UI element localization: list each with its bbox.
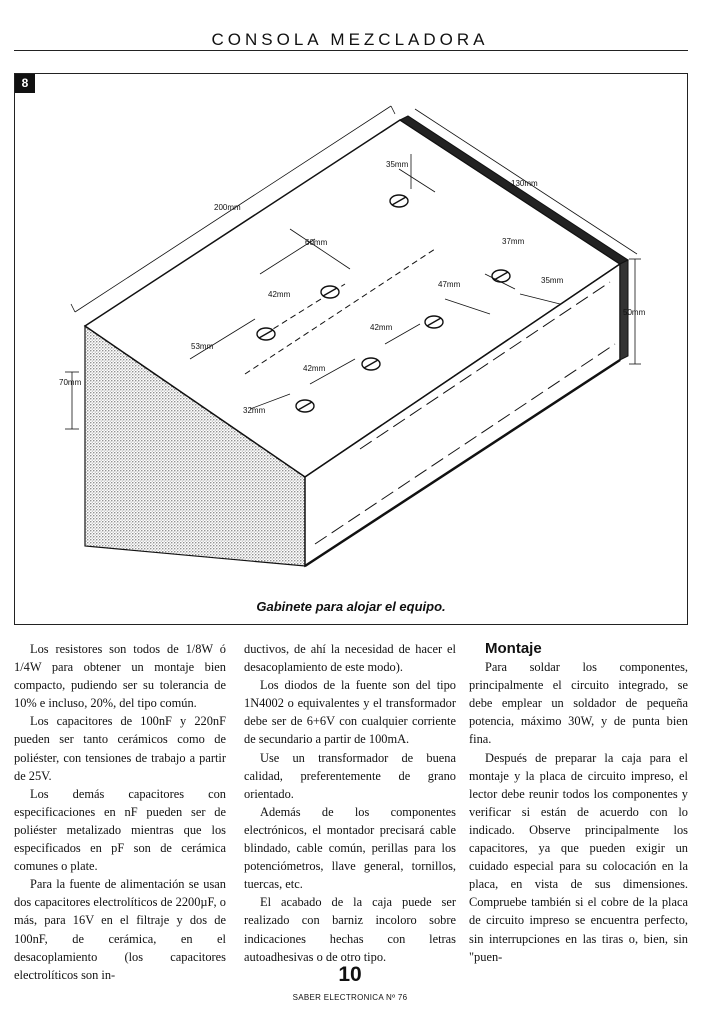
paragraph: Los demás capacitores con especificaciones en nF pueden ser de poliéster metalizado mientras que los especificados en pF son de cerámica comunes o plate. <box>14 786 226 874</box>
paragraph: Para la fuente de alimentación se usan dos capacitores electrolíticos de 2200µF, o más, para 16V en el filtraje y dos de 100nF, de cerámica, en el desacoplamiento (los capacitores electrolíticos son in- <box>14 877 226 982</box>
section-heading: Montaje <box>485 640 542 657</box>
dim-label-42b: 42mm <box>370 323 393 332</box>
text-column-3 <box>469 640 688 966</box>
dim-label-42a: 42mm <box>268 290 291 299</box>
dim-label-length: 200mm <box>214 203 241 212</box>
paragraph: Los capacitores de 100nF y 220nF pueden ser tanto cerámicos como de poliéster, con tensiones de trabajo a partir de 25V. <box>14 714 226 783</box>
paragraph: Los resistores son todos de 1/8W ó 1/4W para obtener un montaje bien compacto, pudiendo ser su tolerancia de 10% e incluso, 20%, del tipo común. <box>14 642 226 711</box>
figure-caption: Gabinete para alojar el equipo. <box>256 599 446 614</box>
publication-footer: SABER ELECTRONICA Nº 76 <box>292 993 408 1002</box>
paragraph: Use un transformador de buena calidad, preferentemente de grano orientado. <box>244 750 456 801</box>
cabinet-drawing <box>15 74 687 594</box>
text-column-1 <box>14 640 226 984</box>
dim-label-front-height: 70mm <box>59 378 82 387</box>
paragraph: ductivos, de ahí la necesidad de hacer el desacoplamiento de este modo). <box>244 642 456 675</box>
header-rule <box>14 50 688 51</box>
paragraph: Para soldar los componentes, principalmente el circuito integrado, se debe emplear un soldador de pequeña potencia, máximo 30W, y de punta bien fina. <box>469 660 688 747</box>
dim-label-back-height: 50mm <box>623 308 646 317</box>
dim-label-42c: 42mm <box>303 364 326 373</box>
paragraph: El acabado de la caja puede ser realizado con barniz incoloro sobre indicaciones hechas con letras autoadhesivas o de otro tipo. <box>244 895 456 964</box>
page-number: 10 <box>338 963 362 986</box>
paragraph: Los diodos de la fuente son del tipo 1N4002 o equivalentes y el transformador debe ser de 6+6V con cualquier corriente de secundario a partir de 100mA. <box>244 678 456 747</box>
dim-label-35-top: 35mm <box>386 160 409 169</box>
figure-number: 8 <box>15 74 35 93</box>
dim-label-47: 47mm <box>438 280 461 289</box>
dim-label-37: 37mm <box>502 237 525 246</box>
figure-panel <box>14 73 688 625</box>
text-column-2 <box>244 640 456 966</box>
paragraph: Después de preparar la caja para el montaje y la placa de circuito impreso, el lector debe reunir todos los componentes y verificar si están de acuerdo con lo indicado. Observe principalmente los capacitores, ya que pueden exigir un cuidado especial para su colocación en la placa, en vista de sus dimensiones. Compruebe también si el cobre de la placa de circuito impreso se encuentra perfecto, sin interrupciones en las tiras o, bien, sin "puen- <box>469 750 688 964</box>
dim-label-53: 53mm <box>191 342 214 351</box>
dim-label-60: 60mm <box>305 238 328 247</box>
paragraph: Además de los componentes electrónicos, el montador precisará cable blindado, cable común, perillas para los potenciómetros, llave general, tornillos, tuercas, etc. <box>244 804 456 892</box>
dim-label-depth: 130mm <box>511 179 538 188</box>
dim-label-35-right: 35mm <box>541 276 564 285</box>
dim-label-32: 32mm <box>243 406 266 415</box>
running-header: CONSOLA MEZCLADORA <box>211 30 489 49</box>
